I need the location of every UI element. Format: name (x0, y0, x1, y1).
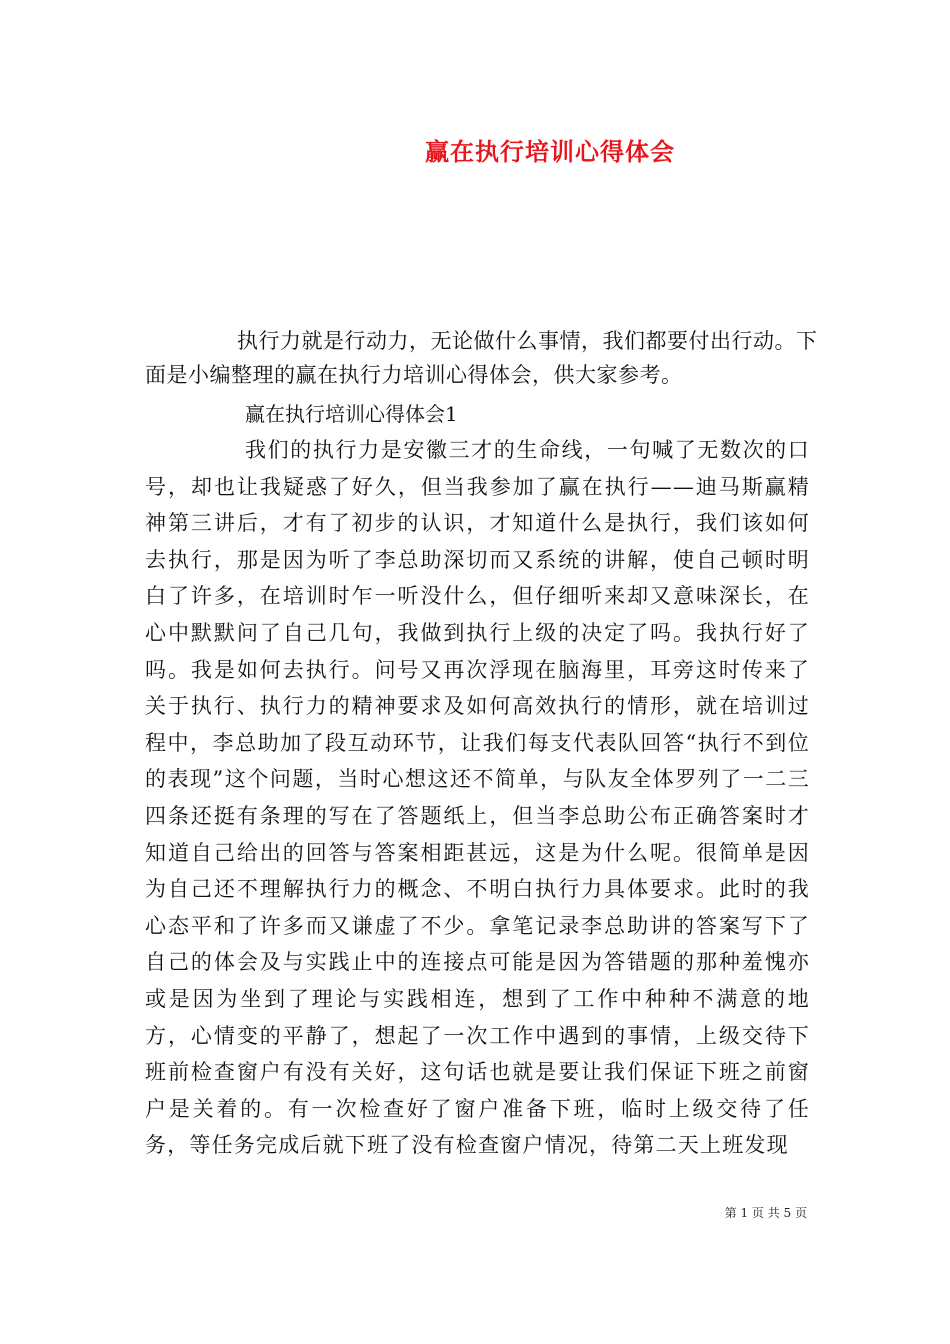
section-heading: 赢在执行培训心得体会1 (245, 402, 458, 426)
body-paragraph: 我们的执行力是安徽三才的生命线，一句喊了无数次的口号，却也让我疑惑了好久，但当我参加了赢在执行——迪马斯赢精神第三讲后，才有了初步的认识，才知道什么是执行，我们该如何去执行，那是因为听了李总助深切而又系统的讲解，使自己顿时明白了许多，在培训时乍一听没什么，但仔细听来却又意味深长，在心中默默问了自己几句，我做到执行上级的决定了吗。我执行好了吗。我是如何去执行。问号又再次浮现在脑海里，耳旁这时传来了关于执行、执行力的精神要求及如何高效执行的情形，就在培训过程中，李总助加了段互动环节，让我们每支代表队回答“执行不到位的表现”这个问题，当时心想这还不简单，与队友全体罗列了一二三四条还挺有条理的写在了答题纸上，但当李总助公布正确答案时才知道自己给出的回答与答案相距甚远，这是为什么呢。很简单是因为自己还不理解执行力的概念、不明白执行力具体要求。此时的我心态平和了许多而又谦虚了不少。拿笔记录李总助讲的答案写下了自己的体会及与实践止中的连接点可能是因为答错题的那种羞愧亦或是因为坐到了理论与实践相连，想到了工作中种种不满意的地方，心情变的平静了，想起了一次工作中遇到的事情，上级交待下班前检查窗户有没有关好，这句话也就是要让我们保证下班之前窗户是关着的。有一次检查好了窗户准备下班，临时上级交待了任务，等任务完成后就下班了没有检查窗户情况，待第二天上班发现 (145, 438, 810, 1158)
document-title: 赢在执行培训心得体会 (425, 137, 675, 166)
intro-paragraph: 执行力就是行动力，无论做什么事情，我们都要付出行动。下面是小编整理的赢在执行力培训心得体会，供大家参考。 (145, 329, 818, 387)
page-footer: 第 1 页 共 5 页 (724, 1206, 807, 1220)
